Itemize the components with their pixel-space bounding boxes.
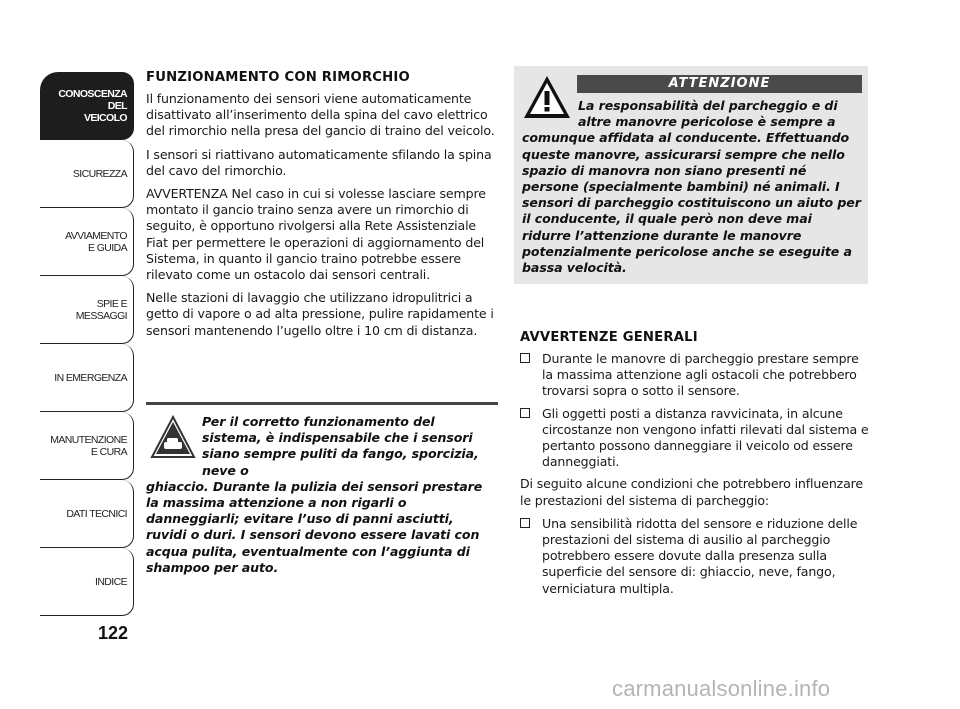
page-number: 122 — [98, 623, 129, 643]
checkbox-bullet-icon — [520, 353, 530, 363]
tab-label: MANUTENZIONE E CURA — [50, 433, 127, 458]
attention-text — [522, 98, 862, 276]
tab-sicurezza[interactable] — [40, 140, 134, 208]
tab-avviamento-e-guida[interactable] — [40, 208, 134, 276]
tab-label: CONOSCENZA DEL VEICOLO — [58, 87, 127, 124]
attention-box — [514, 66, 868, 284]
note-divider — [146, 402, 498, 405]
watermark: carmanualsonline.info — [612, 676, 831, 701]
list-item: Gli oggetti posti a distanza ravvicinata, in alcune circostanze non vengono infatti rilevati dal sistema e pertanto possono danneggiare il veicolo od essere danneggiati. — [520, 406, 870, 471]
section-heading: AVVERTENZE GENERALI — [520, 330, 698, 345]
tab-label: DATI TECNICI — [66, 507, 127, 520]
checkbox-bullet-icon — [520, 518, 530, 528]
paragraph: AVVERTENZA Nel caso in cui si volesse lasciare sempre montato il gancio traino senza avere un rimorchio di seguito, è opportuno rivolgersi alla Rete Assistenziale Fiat per permettere le operazioni di aggiornamento del Sistema, in quanto il gancio traino potrebbe essere rilevato come un ostacolo dai sensori centrali. — [146, 186, 486, 283]
tab-conoscenza-del-veicolo[interactable] — [40, 72, 134, 140]
tab-dati-tecnici[interactable] — [40, 480, 134, 548]
tab-label: AVVIAMENTO E GUIDA — [65, 229, 127, 254]
maintenance-note — [146, 402, 498, 576]
paragraph: Il funzionamento dei sensori viene automaticamente disattivato all’inserimento della spina del cavo elettrico del rimorchio nella presa del gancio di traino del veicolo. — [146, 91, 495, 139]
left-column — [146, 70, 498, 346]
tab-indice[interactable] — [40, 548, 134, 616]
attention-title: ATTENZIONE — [577, 75, 862, 93]
note-text — [146, 402, 498, 576]
paragraph: Di seguito alcune condizioni che potrebbero influenzare le prestazioni del sistema di parcheggio: — [520, 476, 864, 508]
chapter-sidebar — [40, 72, 134, 616]
tab-spie-e-messaggi[interactable] — [40, 276, 134, 344]
checklist — [520, 516, 870, 597]
tab-in-emergenza[interactable] — [40, 344, 134, 412]
section-heading: FUNZIONAMENTO CON RIMORCHIO — [146, 70, 410, 85]
tab-label: SICUREZZA — [72, 167, 127, 180]
tab-label: IN EMERGENZA — [54, 371, 127, 384]
checkbox-bullet-icon — [520, 408, 530, 418]
checklist — [520, 351, 870, 470]
attention-rest: comunque affidata al conducente. Effettuando queste manovre, assicurarsi sempre che nello spazio di manovra non siano presenti né persone (specialmente bambini) né animali. I sensori di parcheggio costituiscono un aiuto per il conducente, il quale però non deve mai ridurre l’attenzione durante le manovre potenzialmente pericolose anche se eseguite a bassa velocità. — [522, 130, 861, 276]
note-rest: ghiaccio. Durante la pulizia dei sensori prestare la massima attenzione a non rigarli o danneggiarli; evitare l’uso di panni asciutti, ruvidi o duri. I sensori devono essere lavati con acqua pulita, eventualmente con l’aggiunta di shampoo per auto. — [146, 478, 483, 575]
list-item: Una sensibilità ridotta del sensore e riduzione delle prestazioni del sistema di ausilio al parcheggio potrebbero essere dovute dalla presenza sulla superficie del sensore di: ghiaccio, neve, fango, verniciatura multipla. — [520, 516, 870, 597]
tab-manutenzione-e-cura[interactable] — [40, 412, 134, 480]
list-item: Durante le manovre di parcheggio prestare sempre la massima attenzione agli ostacoli che potrebbero trovarsi sopra o sotto il sensore. — [520, 351, 870, 400]
note-intro: Per il corretto funzionamento del sistema, è indispensabile che i sensori siano sempre puliti da fango, sporcizia, neve o — [202, 414, 479, 478]
tab-label: SPIE E MESSAGGI — [75, 297, 127, 322]
right-column — [520, 330, 870, 603]
attention-intro: La responsabilità del parcheggio e di altre manovre pericolose è sempre a — [578, 98, 838, 130]
car-wash-warning-icon — [150, 414, 196, 460]
paragraph: Nelle stazioni di lavaggio che utilizzano idropulitrici a getto di vapore o ad alta pressione, pulire rapidamente i sensori mantenendo l’ugello oltre i 10 cm di distanza. — [146, 290, 494, 338]
paragraph: I sensori si riattivano automaticamente sfilando la spina del cavo del rimorchio. — [146, 146, 492, 178]
tab-label: INDICE — [95, 575, 127, 588]
